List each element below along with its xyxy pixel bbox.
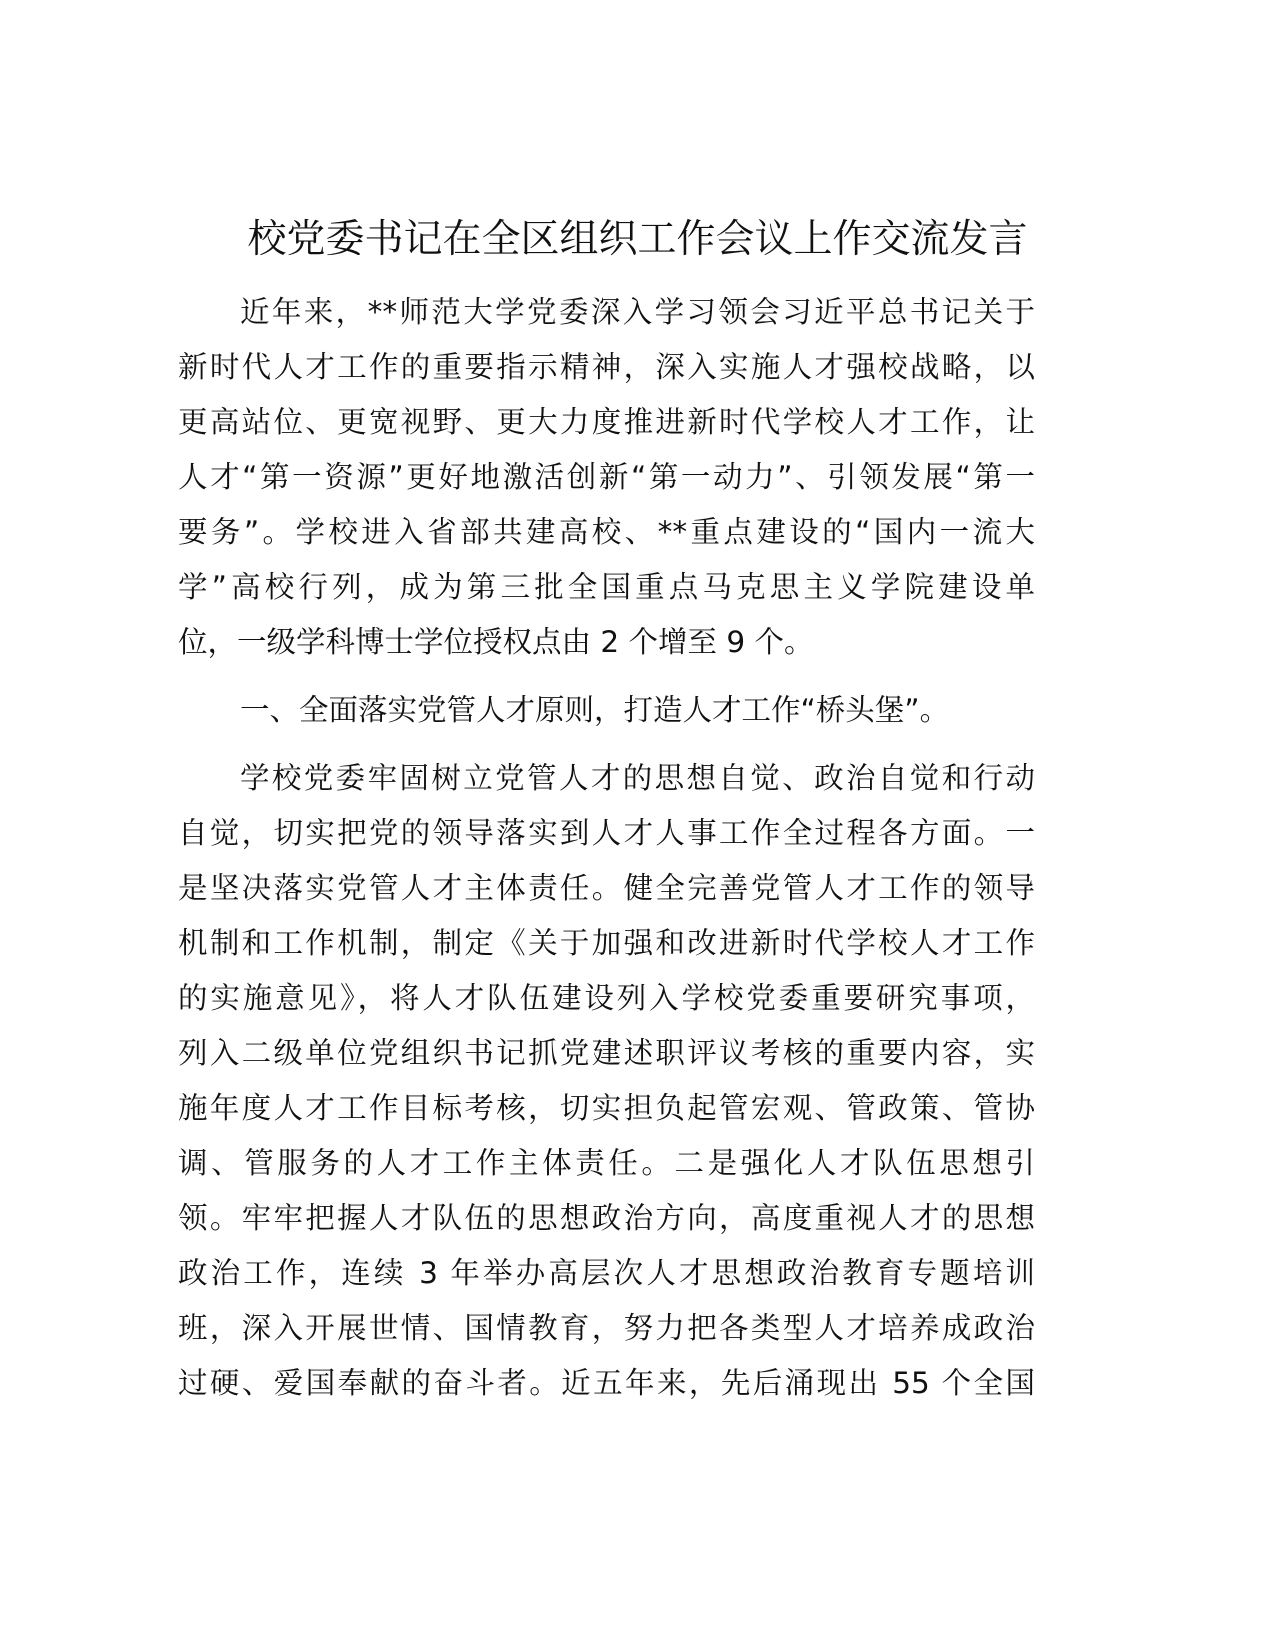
text-line: 调、管服务的人才工作主体责任。二是强化人才队伍思想引 <box>178 1146 1035 1180</box>
text-line: 更高站位、更宽视野、更大力度推进新时代学校人才工作，让 <box>178 405 1035 439</box>
text-line: 位，一级学科博士学位授权点由 2 个增至 9 个。 <box>178 625 814 659</box>
text-line: 新时代人才工作的重要指示精神，深入实施人才强校战略，以 <box>178 350 1035 384</box>
text-line: 领。牢牢把握人才队伍的思想政治方向，高度重视人才的思想 <box>178 1201 1035 1235</box>
text-line: 学校党委牢固树立党管人才的思想自觉、政治自觉和行动 <box>240 761 1035 795</box>
text-line: 自觉，切实把党的领导落实到人才人事工作全过程各方面。一 <box>178 816 1035 850</box>
text-line: 列入二级单位党组织书记抓党建述职评议考核的重要内容，实 <box>178 1036 1035 1070</box>
text-line: 学”高校行列，成为第三批全国重点马克思主义学院建设单 <box>178 570 1035 604</box>
text-line: 近年来，**师范大学党委深入学习领会习近平总书记关于 <box>240 295 1035 329</box>
text-line: 是坚决落实党管人才主体责任。健全完善党管人才工作的领导 <box>178 871 1035 905</box>
text-line: 要务”。学校进入省部共建高校、**重点建设的“国内一流大 <box>178 515 1035 549</box>
text-line: 政治工作，连续 3 年举办高层次人才思想政治教育专题培训 <box>178 1256 1035 1290</box>
document-title: 校党委书记在全区组织工作会议上作交流发言 <box>247 217 1028 262</box>
section-heading: 一、全面落实党管人才原则，打造人才工作“桥头堡”。 <box>240 693 950 727</box>
text-line: 机制和工作机制，制定《关于加强和改进新时代学校人才工作 <box>178 926 1035 960</box>
text-line: 人才“第一资源”更好地激活创新“第一动力”、引领发展“第一 <box>178 460 1035 494</box>
text-line: 施年度人才工作目标考核，切实担负起管宏观、管政策、管协 <box>178 1091 1035 1125</box>
text-line: 班，深入开展世情、国情教育，努力把各类型人才培养成政治 <box>178 1311 1035 1345</box>
text-line: 过硬、爱国奉献的奋斗者。近五年来，先后涌现出 55 个全国 <box>178 1366 1035 1400</box>
text-line: 的实施意见》，将人才队伍建设列入学校党委重要研究事项， <box>178 981 1035 1015</box>
